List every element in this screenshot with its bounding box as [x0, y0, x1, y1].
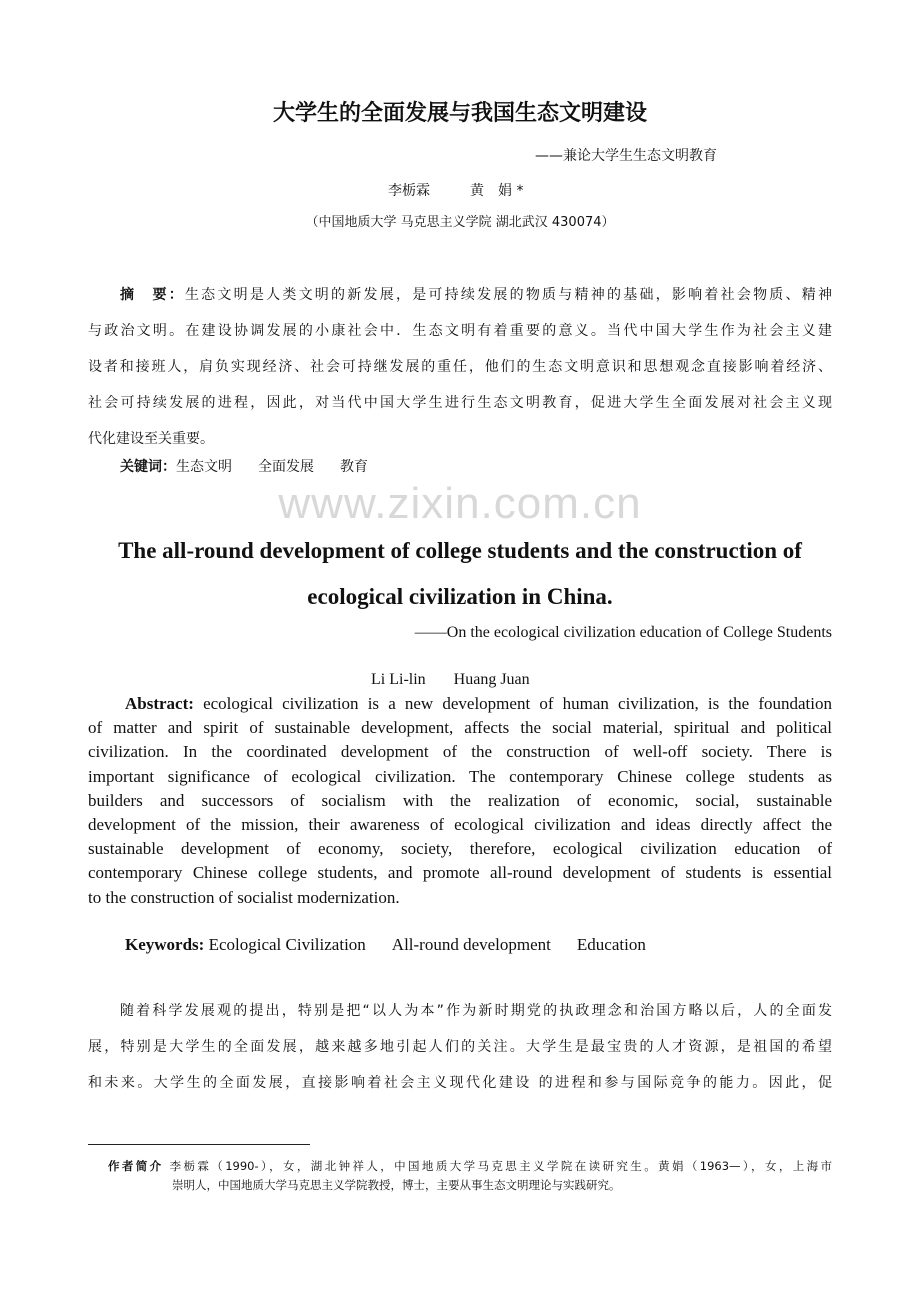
abstract-line: 设者和接班人，肩负实现经济、社会可持继发展的重任，他们的生态文明意识和思想观念直接影响着经济、: [88, 359, 832, 375]
keyword: All-round development: [391, 935, 551, 954]
abstract-line: contemporary Chinese college students, and promote all-round development of students is essential: [88, 863, 832, 883]
abstract-line: development of the mission, their awareness of ecological civilization and ideas directly affect the: [88, 815, 832, 835]
author-1: 李栃霖: [388, 183, 430, 199]
english-title-line: ecological civilization in China.: [307, 584, 613, 609]
keyword: Ecological Civilization: [208, 935, 366, 954]
english-title: [60, 528, 860, 620]
abstract-line: sustainable development of economy, society, therefore, ecological civilization education of: [88, 839, 832, 859]
keywords-label: 关键词：: [120, 459, 176, 475]
page-title: 大学生的全面发展与我国生态文明建设: [272, 101, 647, 126]
keyword: 教育: [340, 459, 368, 475]
watermark: www.zixin.com.cn: [278, 479, 642, 528]
keywords-en: [125, 934, 646, 956]
abstract-cn: [88, 277, 832, 457]
abstract-line: to the construction of socialist modernization.: [88, 887, 400, 907]
keywords-label: Keywords:: [125, 935, 205, 954]
affiliation: （中国地质大学 马克思主义学院 湖北武汉 430074）: [305, 215, 615, 230]
footnote-line: 李栃霖（1990-），女，湖北钟祥人，中国地质大学马克思主义学院在读研究生。黄娟（1963—），女，上海市: [163, 1159, 833, 1173]
abstract-line: of matter and spirit of sustainable development, affects the social material, spiritual and political: [88, 718, 832, 738]
author-1-en: Li Li-lin: [371, 671, 426, 688]
abstract-line: civilization. In the coordinated development of the construction of well-off society. There is: [88, 742, 832, 762]
abstract-en: [88, 692, 832, 910]
english-authors: [371, 670, 530, 689]
abstract-line: important significance of ecological civilization. The contemporary Chinese college students as: [88, 766, 832, 786]
footnote: [108, 1157, 832, 1195]
english-subtitle: ——On the ecological civilization education of College Students: [414, 624, 832, 641]
body-line: 随着科学发展观的提出，特别是把“以人为本”作为新时期党的执政理念和治国方略以后，人的全面发: [120, 1003, 832, 1019]
author-2: 黄 娟: [470, 183, 512, 199]
author-2-en: Huang Juan: [453, 671, 530, 688]
keyword: 全面发展: [258, 459, 314, 475]
abstract-label: Abstract:: [125, 694, 194, 713]
author-mark: *: [516, 183, 524, 199]
footnote-divider: [88, 1144, 310, 1145]
keyword: Education: [576, 935, 646, 954]
abstract-label: 摘 要：: [120, 287, 185, 303]
abstract-line: 代化建设至关重要。: [88, 431, 214, 447]
footnote-label: 作者简介: [108, 1159, 164, 1173]
authors: [388, 180, 523, 200]
footnote-line: 崇明人，中国地质大学马克思主义学院教授，博士，主要从事生态文明理论与实践研究。: [172, 1178, 621, 1192]
keyword: 生态文明: [176, 459, 232, 475]
body-line: 和未来。大学生的全面发展，直接影响着社会主义现代化建设 的进程和参与国际竞争的能力。因此，促: [88, 1075, 832, 1091]
english-title-line: The all-round development of college students and the construction of: [118, 538, 802, 563]
abstract-line: builders and successors of socialism with the realization of economic, social, sustainable: [88, 790, 832, 810]
keywords-cn: [120, 457, 368, 477]
abstract-line: 社会可持续发展的进程，因此，对当代中国大学生进行生态文明教育，促进大学生全面发展对社会主义现: [88, 395, 832, 411]
abstract-line: 与政治文明。在建设协调发展的小康社会中．生态文明有着重要的意义。当代中国大学生作为社会主义建: [88, 323, 832, 339]
abstract-line: 摘 要：生态文明是人类文明的新发展，是可持续发展的物质与精神的基础，影响着社会物质、精神: [120, 287, 833, 303]
abstract-line: Abstract: ecological civilization is a new development of human civilization, is the foundation: [125, 694, 832, 713]
subtitle: ——兼论大学生生态文明教育: [535, 148, 717, 164]
body-line: 展，特别是大学生的全面发展，越来越多地引起人们的关注。大学生是最宝贵的人才资源，是祖国的希望: [88, 1039, 832, 1055]
body-text: [88, 993, 832, 1101]
